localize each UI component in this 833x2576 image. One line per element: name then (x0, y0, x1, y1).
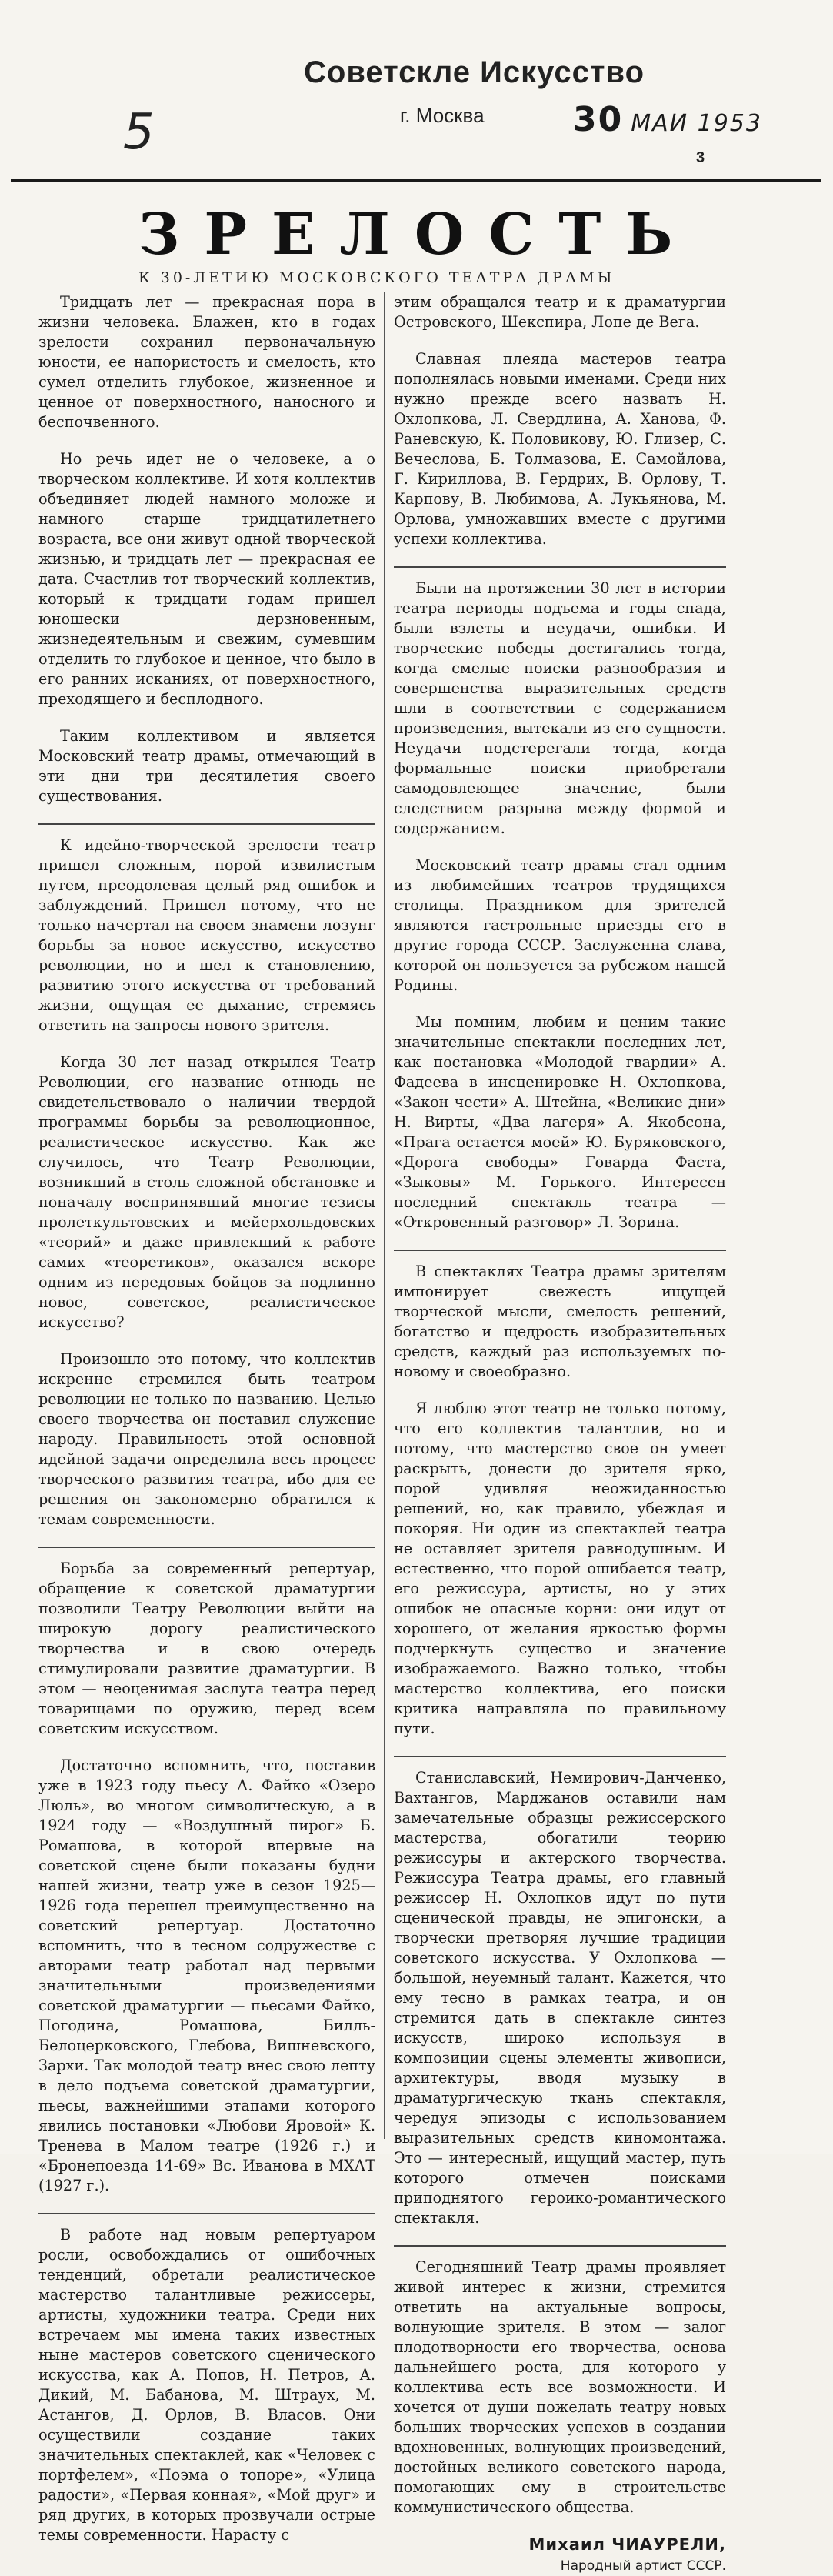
article-paragraph: Борьба за современный репертуар, обращение к советской драматургии позволили Театру Революции выйти на широкую дорогу реалистического творчества и в свою очередь стимулировали развитие драматургии. В этом — неоценимая заслуга театра перед товарищами по оружию, перед всем советским искусством. (38, 1560, 375, 1737)
section-divider (38, 2213, 375, 2214)
article-paragraph: Таким коллективом и является Московский театр драмы, отмечающий в эти дни три десятилетия своего существования. (38, 727, 375, 805)
handwritten-number: 5 (123, 104, 155, 161)
article-paragraph: Были на протяжении 30 лет в истории театра периоды подъема и годы спада, были взлеты и неудачи, ошибки. И творческие победы достигались тогда, когда смелые поиски разнообразия и совершенства выразительных средств шли в соответствии с содержанием произведения, вытекали из его сущности. Неудачи подстерегали тогда, когда формальные поиски приобретали самодовлеющее значение, были следствием разрыва между формой и содержанием. (394, 579, 726, 837)
article-paragraph: К идейно-творческой зрелости театр пришел сложным, порой извилистым путем, преодолевая целый ряд ошибок и заблуждений. Пришел потому, что не только начертал на своем знамени лозунг борьбы за новое искусство, искусство революции, но и шел к становлению, развитию этого искусства от требований жизни, ощущая ее дыхание, стремясь ответить на запросы нового зрителя. (38, 836, 375, 1034)
section-divider (394, 1250, 726, 1251)
article-subtitle: К 30-ЛЕТИЮ МОСКОВСКОГО ТЕАТРА ДРАМЫ (138, 269, 615, 286)
date-stamp (573, 100, 762, 139)
right-column (394, 292, 726, 2576)
article-paragraph: Станиславский, Немирович-Данченко, Вахтангов, Марджанов оставили нам замечательные образцы режиссерского мастерства, обогатили теорию режиссуры и актерского творчества. Режиссура Театра драмы, его главный режиссер Н. Охлопков идут по пути сценической правды, не эпигонски, а творчески претворяя лучшие традиции советского искусства. У Охлопкова — большой, неуемный талант. Кажется, что ему тесно в рамках театра, и он стремится дать в спектакле синтез искусств, широко используя в композиции сцены элементы живописи, архитектуры, вводя музыку в драматургическую ткань спектакля, чередуя эпизоды с использованием выразительных средств киномонтажа. Это — интересный, ищущий мастер, путь которого отмечен поисками приподнятого героико-романтического спектакля. (394, 1769, 726, 2227)
section-divider (394, 1756, 726, 1757)
left-column (38, 292, 375, 2562)
article-paragraph: Тридцать лет — прекрасная пора в жизни человека. Блажен, кто в годах зрелости сохранил первоначальную юности, ее напористость и смелость, кто сумел отделить глубокое, жизненное и ценное от поверхностного, наносного и беспочвенного. (38, 293, 375, 431)
date-month-year: МАИ 1953 (631, 110, 762, 137)
article-paragraph: Но речь идет не о человеке, а о творческом коллективе. И хотя коллектив объединяет людей намного моложе и намного старше тридцатилетнего возраста, все они живут одной творческой жизнью, и тридцать лет — прекрасная ее дата. Счастлив тот творческий коллектив, который к тридцати годам пришел юношески дерзновенным, жизнедеятельным и свежим, сумевшим отделить то глубокое и ценное, что было в его ранних исканиях, от поверхностного, преходящего и бесплодного. (38, 450, 375, 708)
column-divider (384, 292, 385, 2139)
publication-name: Советскле Искусство (304, 55, 645, 89)
masthead (0, 0, 833, 192)
section-divider (394, 2245, 726, 2247)
article-paragraph: Произошло это потому, что коллектив искренне стремился быть театром революции не только по названию. Целью своего творчества он поставил служение народу. Правильность этой основной идейной задачи определила весь процесс творческого развития театра, ибо для ее решения он закономерно обратился к темам современности. (38, 1350, 375, 1528)
article-paragraph: В работе над новым репертуаром росли, освобождались от ошибочных тенденций, обретали реалистическое мастерство талантливые режиссеры, артисты, художники театра. Среди них встречаем мы имена таких известных ныне мастеров советского сценического искусства, как А. Попов, Н. Петров, А. Дикий, М. Бабанова, М. Штраух, М. Астангов, Д. Орлов, В. Власов. Они осуществили создание таких значительных спектаклей, как «Человек с портфелем», «Поэма о топоре», «Улица радости», «Первая конная», «Мой друг» и ряд других, в которых прозвучали острые темы современности. Нарасту с (38, 2226, 375, 2544)
article-paragraph: Достаточно вспомнить, что, поставив уже в 1923 году пьесу А. Файко «Озеро Люль», во многом символическую, а в 1924 году — «Воздушный пирог» Б. Ромашова, в которой впервые на советской сцене были показаны будни нашей жизни, театр уже в сезон 1925—1926 года перешел преимущественно на советский репертуар. Достаточно вспомнить, что в тесном содружестве с авторами театр работал над первыми значительными произведениями советской драматургии — пьесами Файко, Погодина, Ромашова, Билль-Белоцерковского, Глебова, Вишневского, Зархи. Так молодой театр внес свою лепту в дело подъема советской драматургии, пьесы, важнейшими этапами которого явились постановки «Любови Яровой» К. Тренева в Малом театре (1926 г.) и «Бронепоезда 14-69» Вс. Иванова в МХАТ (1927 г.). (38, 1757, 375, 2194)
article-paragraph: этим обращался театр и к драматургии Островского, Шекспира, Лопе де Вега. (394, 293, 726, 331)
article-paragraph: Я люблю этот театр не только потому, что его коллектив талантлив, но и потому, что мастерство свое он умеет раскрыть, донести до зрителя ярко, порой удивляя неожиданностью решений, но, как правило, убеждая и покоряя. Ни один из спектаклей театра не оставляет зрителя равнодушным. И естественно, что порой ошибается театр, его режиссура, артисты, но у этих ошибок не опасные корни: они идут от хорошего, от желания яркостью формы подчеркнуть существо и значение изображаемого. Важно только, чтобы мастерство коллектива, его поиски критика направляла по правильному пути. (394, 1400, 726, 1737)
masthead-rule (11, 179, 821, 182)
publication-city: г. Москва (400, 104, 485, 127)
date-day: 30 (573, 100, 624, 139)
section-divider (38, 1547, 375, 1548)
article-paragraph: Мы помним, любим и ценим такие значительные спектакли последних лет, как постановка «Молодой гвардии» А. Фадеева в инсценировке Н. Охлопкова, «Закон чести» А. Штейна, «Великие дни» Н. Вирты, «Два лагеря» А. Якобсона, «Прага остается моей» Ю. Буряковского, «Дорога свободы» Говарда Фаста, «Зыковы» М. Горького. Интересен последний спектакль театра — «Откровенный разговор» Л. Зорина. (394, 1013, 726, 1231)
article-paragraph: Сегодняшний Театр драмы проявляет живой интерес к жизни, стремится ответить на актуальные вопросы, волнующие зрителя. В этом — залог плодотворности его творчества, основа дальнейшего роста, для которого у коллектива есть все возможности. И хочется от души пожелать театру новых больших творческих успехов в создании вдохновенных, волнующих произведений, достойных великого советского народа, помогающих ему в строительстве коммунистического общества. (394, 2258, 726, 2516)
page-number: 3 (696, 149, 705, 166)
article-paragraph: Московский театр драмы стал одним из любимейших театров трудящихся столицы. Праздником для зрителей являются гастрольные приезды его в другие города СССР. Заслуженна слава, которой он пользуется за рубежом нашей Родины. (394, 856, 726, 994)
article-paragraph: Когда 30 лет назад открылся Театр Революции, его название отнюдь не свидетельствовало о наличии твердой программы борьбы за революционное, реалистическое искусство. Как же случилось, что Театр Революции, возникший в столь сложной обстановке и поначалу воспринявший многие тезисы пролеткультовских и мейерхольдовских «теорий» и даже привлекший к работе самих «теоретиков», оказался вскоре одним из передовых бойцов за подлинно новое, советское, реалистическое искусство? (38, 1053, 375, 1331)
author-signature: Михаил ЧИАУРЕЛИ, (528, 2535, 726, 2554)
article-paragraph: В спектаклях Театра драмы зрителям импонирует свежесть ищущей творческой мысли, смелость решений, богатство и щедрость изобразительных средств, каждый раз используемых по-новому и своеобразно. (394, 1263, 726, 1380)
section-divider (38, 823, 375, 825)
author-title: Народный артист СССР. (560, 2558, 726, 2574)
article-paragraph: Славная плеяда мастеров театра пополнялась новыми именами. Среди них нужно прежде всего назвать Н. Охлопкова, Л. Свердлина, А. Ханова, Ф. Раневскую, К. Половикову, Ю. Глизер, С. Вечеслова, Б. Толмазова, Е. Самойлова, Г. Кириллова, В. Гердрих, В. Орлову, Т. Карпову, В. Любимова, А. Лукьянова, М. Орлова, умножавших вместе с другими успехи коллектива. (394, 350, 726, 548)
article-title: ЗРЕЛОСТЬ (138, 202, 698, 268)
section-divider (394, 566, 726, 568)
